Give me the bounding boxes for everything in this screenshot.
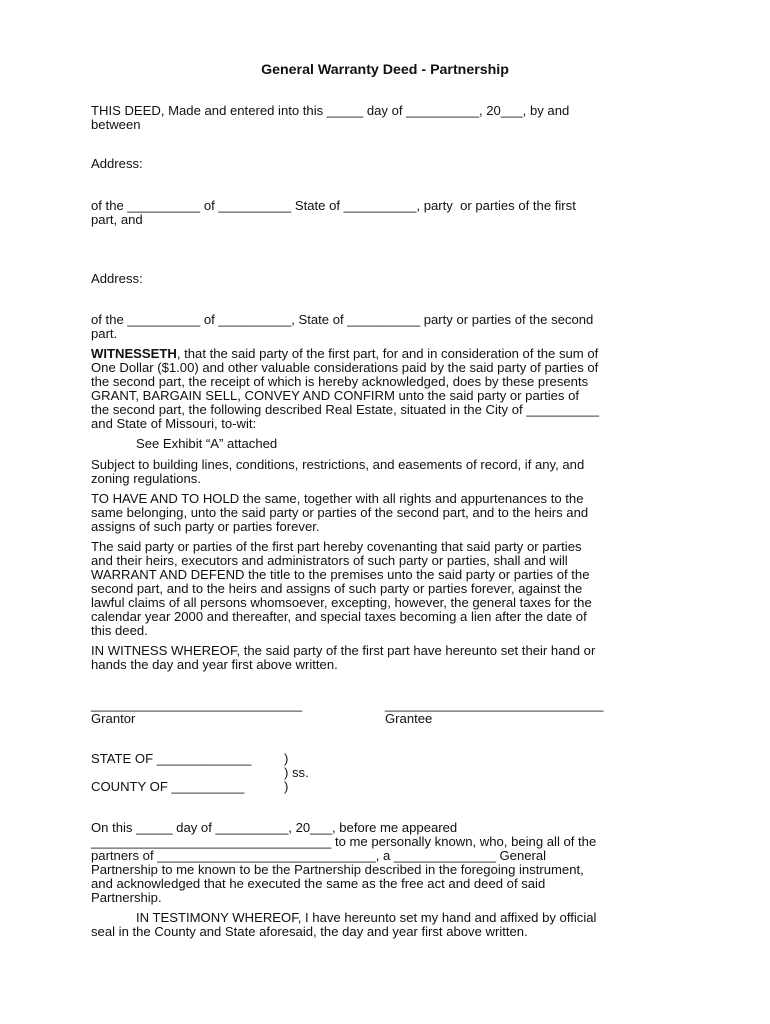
covenant-line-3: WARRANT AND DEFEND the title to the premises unto the said party or parties of the xyxy=(91,567,590,582)
witnesseth-line-6: and State of Missouri, to-wit: xyxy=(91,416,257,431)
address-label-second-party: Address: xyxy=(91,271,143,286)
grantor-label: Grantor xyxy=(91,711,136,726)
acknowledgment-line-5: and acknowledged that he executed the same as the free act and deed of said xyxy=(91,876,546,891)
covenant-line-2: and their heirs, executors and administrators of such party or parties, shall and will xyxy=(91,553,568,568)
covenant-line-6: calendar year 2000 and thereafter, and special taxes becoming a lien after the date of xyxy=(91,609,587,624)
county-of-line: COUNTY OF __________ xyxy=(91,779,245,794)
habendum-line-2: same belonging, unto the said party or parties of the second part, and to the heirs and xyxy=(91,505,589,520)
witnesseth-line-1-text: , that the said party of the first part, for and in consideration of the sum of xyxy=(176,346,599,361)
witnesseth-line-4: GRANT, BARGAIN SELL, CONVEY AND CONFIRM unto the said party or parties of xyxy=(91,388,580,403)
covenant-line-7: this deed. xyxy=(91,623,148,638)
covenant-line-4: second part, and to the heirs and assigns of such party or parties forever, against the xyxy=(91,581,583,596)
second-party-line-1: of the __________ of __________, State of __________ party or parties of the second xyxy=(91,312,594,327)
venue-ss: ) ss. xyxy=(284,765,309,780)
acknowledgment-line-3: partners of ______________________________, a ______________ General xyxy=(91,848,547,863)
subject-line-2: zoning regulations. xyxy=(91,471,201,486)
habendum-line-1: TO HAVE AND TO HOLD the same, together with all rights and appurtenances to the xyxy=(91,491,584,506)
venue-paren-close: ) xyxy=(284,779,289,794)
exhibit-reference: See Exhibit “A” attached xyxy=(136,436,278,451)
grantee-signature-line: ______________________________ xyxy=(385,697,604,712)
state-of-line: STATE OF _____________ xyxy=(91,751,252,766)
witnesseth-line-2: One Dollar ($1.00) and other valuable considerations paid by the said party of parties of xyxy=(91,360,599,375)
testimony-line-1: IN TESTIMONY WHEREOF, I have hereunto set my hand and affixed by official xyxy=(136,910,597,925)
acknowledgment-line-2: _________________________________ to me personally known, who, being all of the xyxy=(91,834,597,849)
second-party-line-2: part. xyxy=(91,326,118,341)
witnesseth-line-1 xyxy=(91,347,598,361)
habendum-line-3: assigns of such party or parties forever. xyxy=(91,519,320,534)
first-party-line-1: of the __________ of __________ State of __________, party or parties of the first xyxy=(91,198,576,213)
witnesseth-line-3: the second part, the receipt of which is hereby acknowledged, does by these presents xyxy=(91,374,589,389)
address-label-first-party: Address: xyxy=(91,156,143,171)
witnesseth-line-5: the second part, the following described Real Estate, situated in the City of __________ xyxy=(91,402,600,417)
covenant-line-5: lawful claims of all persons whomsoever, excepting, however, the general taxes for the xyxy=(91,595,592,610)
witnesseth-heading: WITNESSETH xyxy=(91,346,177,361)
intro-line-1: THIS DEED, Made and entered into this _____ day of __________, 20___, by and xyxy=(91,103,570,118)
grantee-label: Grantee xyxy=(385,711,433,726)
in-witness-line-1: IN WITNESS WHEREOF, the said party of the first part have hereunto set their hand or xyxy=(91,643,596,658)
grantor-signature-line: _____________________________ xyxy=(91,697,303,712)
covenant-line-1: The said party or parties of the first part hereby covenanting that said party or parties xyxy=(91,539,582,554)
testimony-line-2: seal in the County and State aforesaid, the day and year first above written. xyxy=(91,924,528,939)
acknowledgment-line-1: On this _____ day of __________, 20___, before me appeared xyxy=(91,820,458,835)
page-title: General Warranty Deed - Partnership xyxy=(261,62,509,78)
acknowledgment-line-4: Partnership to me known to be the Partnership described in the foregoing instrument, xyxy=(91,862,584,877)
in-witness-line-2: hands the day and year first above written. xyxy=(91,657,338,672)
subject-line-1: Subject to building lines, conditions, restrictions, and easements of record, if any, and xyxy=(91,457,585,472)
first-party-line-2: part, and xyxy=(91,212,143,227)
intro-line-2: between xyxy=(91,117,141,132)
venue-paren-open: ) xyxy=(284,751,289,766)
acknowledgment-line-6: Partnership. xyxy=(91,890,162,905)
